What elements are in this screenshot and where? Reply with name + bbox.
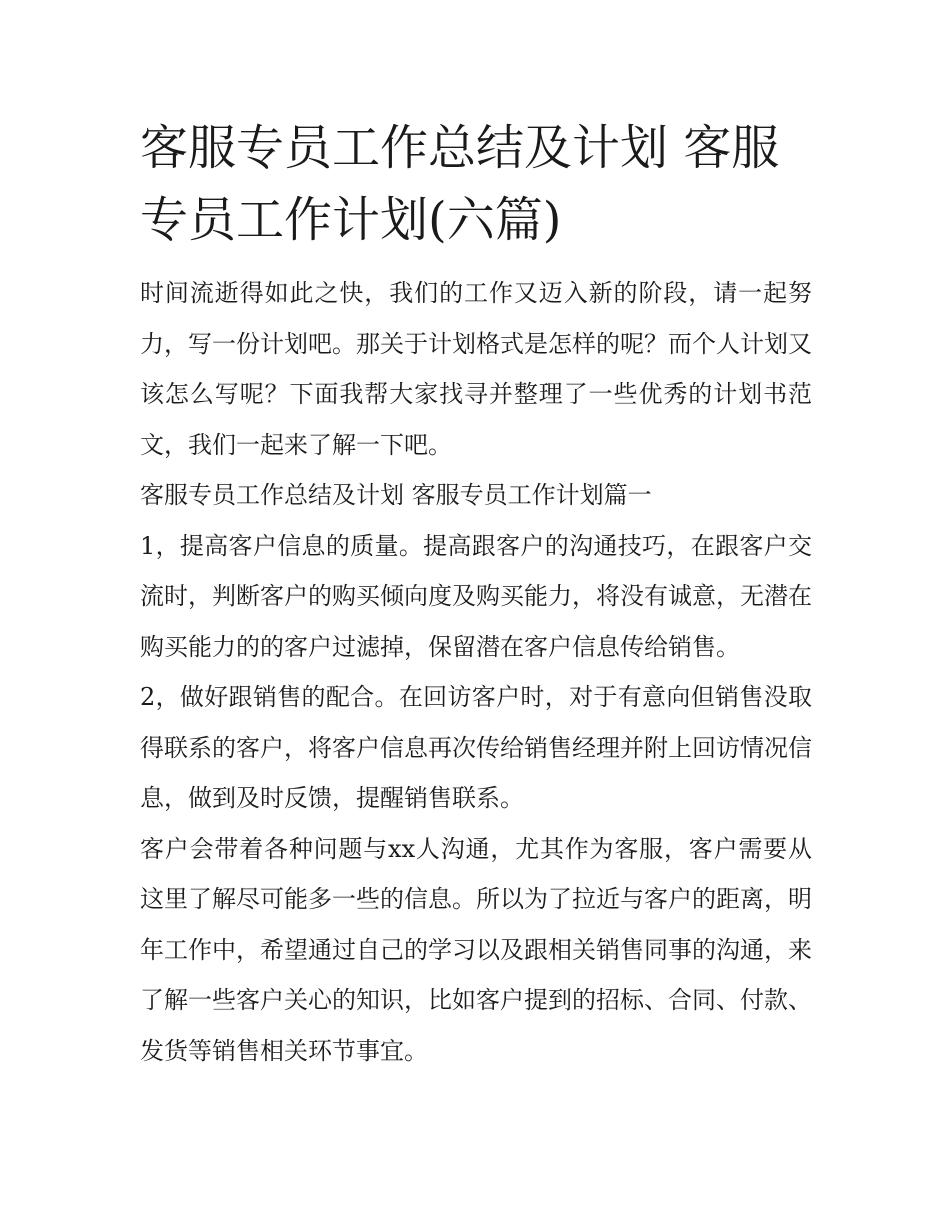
- list-item-2: 2，做好跟销售的配合。在回访客户时，对于有意向但销售没取得联系的客户，将客户信息再次传给销售经理并附上回访情况信息，做到及时反馈，提醒销售联系。: [140, 683, 812, 812]
- list-item-1: 1，提高客户信息的质量。提高跟客户的沟通技巧，在跟客户交流时，判断客户的购买倾向度及购买能力，将没有诚意，无潜在购买能力的的客户过滤掉，保留潜在客户信息传给销售。: [140, 531, 812, 661]
- body-paragraph: 客户会带着各种问题与xx人沟通，尤其作为客服，客户需要从这里了解尽可能多一些的信息。所以为了拉近与客户的距离，明年工作中，希望通过自己的学习以及跟相关销售同事的沟通，来了解一些客户关心的知识，比如客户提到的招标、合同、付款、发货等销售相关环节事宜。: [140, 834, 812, 1065]
- intro-paragraph: 时间流逝得如此之快，我们的工作又迈入新的阶段，请一起努力，写一份计划吧。那关于计划格式是怎样的呢？而个人计划又该怎么写呢？下面我帮大家找寻并整理了一些优秀的计划书范文，我们一起来了解一下吧。: [140, 279, 812, 459]
- section-heading: 客服专员工作总结及计划 客服专员工作计划篇一: [140, 481, 652, 509]
- document-body: [140, 112, 812, 1076]
- document-title: 客服专员工作总结及计划 客服专员工作计划(六篇): [140, 120, 780, 248]
